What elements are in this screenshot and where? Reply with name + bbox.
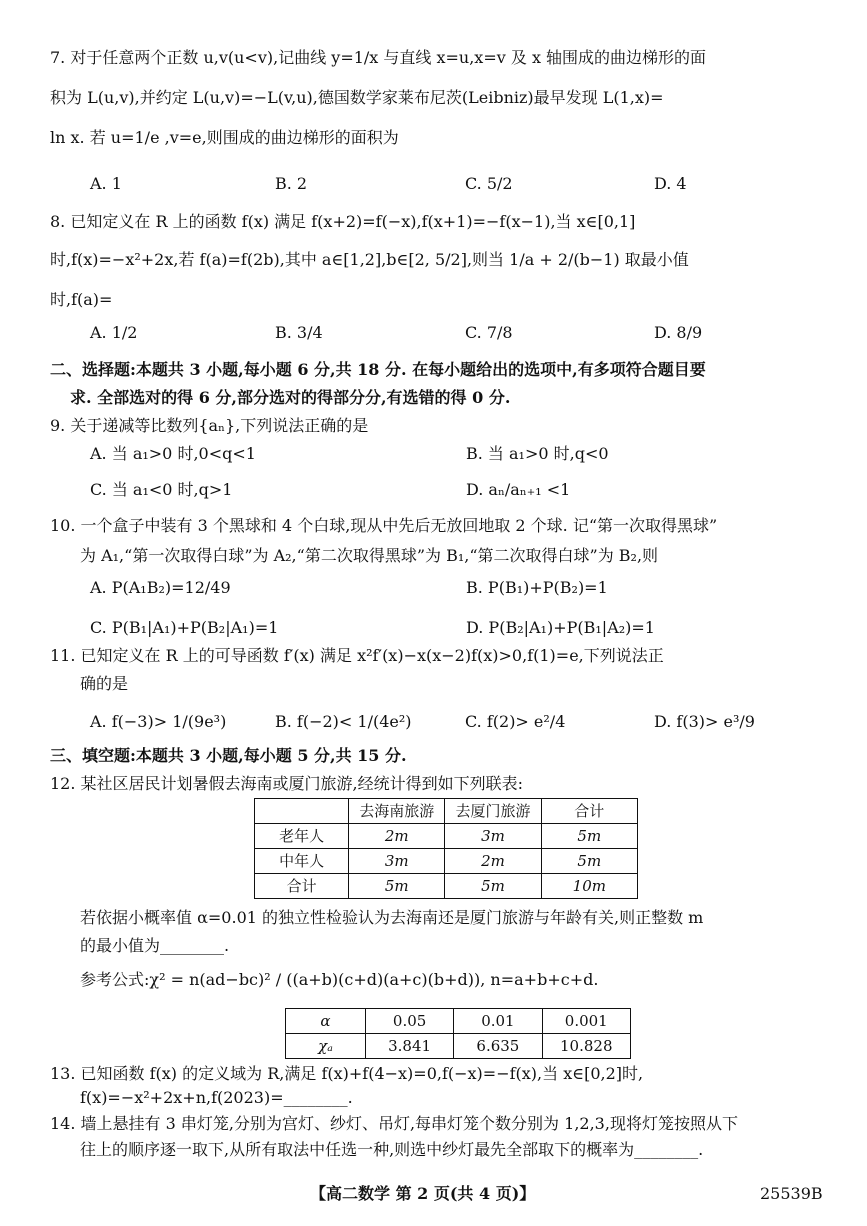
q11-line1: 11. 已知定义在 R 上的可导函数 f′(x) 满足 x²f′(x)−x(x−2)f(x)>0,f(1)=e,下列说法正 <box>50 646 664 665</box>
q10-line1: 10. 一个盒子中装有 3 个黑球和 4 个白球,现从中先后无放回地取 2 个球. 记“第一次取得黑球” <box>50 516 718 535</box>
table-cell: 5m <box>445 874 541 899</box>
q8-line1: 8. 已知定义在 R 上的函数 f(x) 满足 f(x+2)=f(−x),f(x+1)=−f(x−1),当 x∈[0,1] <box>50 212 636 231</box>
table-cell: 0.001 <box>542 1009 630 1034</box>
q10-option-a: A. P(A₁B₂)=12/49 <box>90 578 231 597</box>
table-cell: 中年人 <box>255 849 349 874</box>
q13-line2: f(x)=−x²+2x+n,f(2023)=________. <box>80 1088 353 1107</box>
table-row <box>255 824 638 849</box>
q9-option-a: A. 当 a₁>0 时,0<q<1 <box>90 444 256 463</box>
section2-heading: 二、选择题:本题共 3 小题,每小题 6 分,共 18 分. 在每小题给出的选项中,有多项符合题目要 <box>50 360 706 379</box>
q11-option-c: C. f(2)> e²/4 <box>465 712 566 731</box>
q9-stem: 9. 关于递减等比数列{aₙ},下列说法正确的是 <box>50 416 369 435</box>
table-cell: 5m <box>541 824 637 849</box>
q8-option-a: A. 1/2 <box>90 323 138 342</box>
table-cell: 3m <box>349 849 445 874</box>
table-cell: 0.05 <box>365 1009 453 1034</box>
table-header-cell: 去厦门旅游 <box>445 799 541 824</box>
q7-option-d: D. 4 <box>654 174 687 193</box>
q9-option-b: B. 当 a₁>0 时,q<0 <box>466 444 609 463</box>
q11-option-b: B. f(−2)< 1/(4e²) <box>275 712 412 731</box>
section3-heading: 三、填空题:本题共 3 小题,每小题 5 分,共 15 分. <box>50 746 407 765</box>
table-row <box>286 1009 631 1034</box>
q13-line1: 13. 已知函数 f(x) 的定义域为 R,满足 f(x)+f(4−x)=0,f(−x)=−f(x),当 x∈[0,2]时, <box>50 1064 644 1083</box>
table-cell: χₐ <box>286 1034 366 1059</box>
table-cell <box>255 799 349 824</box>
table-cell: 老年人 <box>255 824 349 849</box>
table-cell: 2m <box>349 824 445 849</box>
q11-option-d: D. f(3)> e³/9 <box>654 712 755 731</box>
table-row <box>255 849 638 874</box>
q8-line2: 时,f(x)=−x²+2x,若 f(a)=f(2b),其中 a∈[1,2],b∈[2, 5/2],则当 1/a + 2/(b−1) 取最小值 <box>50 250 689 269</box>
q8-option-c: C. 7/8 <box>465 323 513 342</box>
section2-note: 求. 全部选对的得 6 分,部分选对的得部分分,有选错的得 0 分. <box>70 388 511 407</box>
table-cell: 2m <box>445 849 541 874</box>
q11-option-a: A. f(−3)> 1/(9e³) <box>90 712 227 731</box>
q7-option-b: B. 2 <box>275 174 308 193</box>
q12-line2: 若依据小概率值 α=0.01 的独立性检验认为去海南还是厦门旅游与年龄有关,则正整数 m <box>80 908 704 927</box>
q7-option-a: A. 1 <box>90 174 122 193</box>
table-header-row <box>255 799 638 824</box>
q7-option-c: C. 5/2 <box>465 174 513 193</box>
contingency-table <box>254 798 638 899</box>
q11-line2: 确的是 <box>80 674 129 693</box>
table-row <box>286 1034 631 1059</box>
table-cell: α <box>286 1009 366 1034</box>
q9-option-c: C. 当 a₁<0 时,q>1 <box>90 480 233 499</box>
q7-line3: ln x. 若 u=1/e ,v=e,则围成的曲边梯形的面积为 <box>50 128 399 147</box>
table-row <box>255 874 638 899</box>
table-cell: 3.841 <box>365 1034 453 1059</box>
table-cell: 6.635 <box>454 1034 542 1059</box>
q8-option-d: D. 8/9 <box>654 323 703 342</box>
table-cell: 0.01 <box>454 1009 542 1034</box>
table-header-cell: 去海南旅游 <box>349 799 445 824</box>
paper-code: 25539B <box>760 1184 823 1203</box>
q10-option-b: B. P(B₁)+P(B₂)=1 <box>466 578 608 597</box>
chi-square-reference-table <box>285 1008 631 1059</box>
table-cell: 合计 <box>255 874 349 899</box>
table-cell: 10.828 <box>542 1034 630 1059</box>
table-cell: 3m <box>445 824 541 849</box>
q12-line3: 的最小值为________. <box>80 936 230 955</box>
q12-stem: 12. 某社区居民计划暑假去海南或厦门旅游,经统计得到如下列联表: <box>50 774 524 793</box>
q12-formula: 参考公式:χ² = n(ad−bc)² / ((a+b)(c+d)(a+c)(b+d)), n=a+b+c+d. <box>80 970 599 989</box>
table-cell: 10m <box>541 874 637 899</box>
table-cell: 5m <box>349 874 445 899</box>
q10-option-d: D. P(B₂|A₁)+P(B₁|A₂)=1 <box>466 618 655 637</box>
q7-line2: 积为 L(u,v),并约定 L(u,v)=−L(v,u),德国数学家莱布尼茨(Leibniz)最早发现 L(1,x)= <box>50 88 664 107</box>
table-cell: 5m <box>541 849 637 874</box>
q14-line1: 14. 墙上悬挂有 3 串灯笼,分别为宫灯、纱灯、吊灯,每串灯笼个数分别为 1,2,3,现将灯笼按照从下 <box>50 1114 738 1133</box>
q9-option-d: D. aₙ/aₙ₊₁ <1 <box>466 480 571 499</box>
q8-line3: 时,f(a)= <box>50 290 113 309</box>
q14-line2: 往上的顺序逐一取下,从所有取法中任选一种,则选中纱灯最先全部取下的概率为________. <box>80 1140 704 1159</box>
q10-option-c: C. P(B₁|A₁)+P(B₂|A₁)=1 <box>90 618 279 637</box>
q10-line2: 为 A₁,“第一次取得白球”为 A₂,“第二次取得黑球”为 B₁,“第二次取得白球”为 B₂,则 <box>80 546 659 565</box>
page-footer: 【高二数学 第 2 页(共 4 页)】 <box>310 1184 536 1203</box>
q8-option-b: B. 3/4 <box>275 323 323 342</box>
table-header-cell: 合计 <box>541 799 637 824</box>
q7-line1: 7. 对于任意两个正数 u,v(u<v),记曲线 y=1/x 与直线 x=u,x=v 及 x 轴围成的曲边梯形的面 <box>50 48 707 67</box>
